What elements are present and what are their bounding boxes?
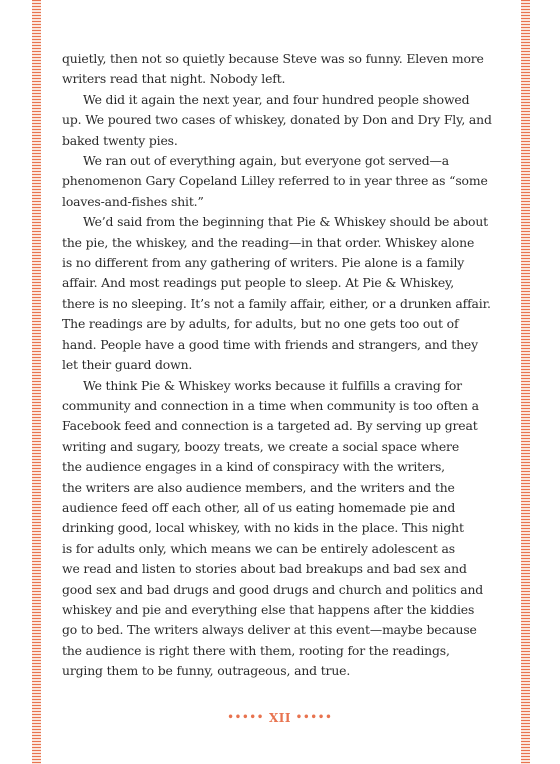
text-line: hand. People have a good time with friends and strangers, and they bbox=[62, 336, 478, 352]
text-line: the audience engages in a kind of conspiracy with the writers, bbox=[62, 459, 445, 475]
text-line: community and connection in a time when community is too often a bbox=[62, 397, 479, 413]
text-line: writing and sugary, boozy treats, we create a social space where bbox=[62, 438, 459, 454]
folio-ornament-right: ••••• bbox=[295, 712, 333, 723]
text-line: drinking good, local whiskey, with no kids in the place. This night bbox=[62, 520, 464, 536]
paragraph bbox=[62, 376, 512, 682]
text-line: the audience is right there with them, rooting for the readings, bbox=[62, 642, 450, 658]
text-line: up. We poured two cases of whiskey, donated by Don and Dry Fly, and bbox=[62, 112, 492, 128]
text-line: audience feed off each other, all of us eating homemade pie and bbox=[62, 499, 456, 515]
text-line: affair. And most readings put people to sleep. At Pie & Whiskey, bbox=[62, 275, 455, 291]
body-text bbox=[62, 49, 512, 682]
text-line: go to bed. The writers always deliver at this event—maybe because bbox=[62, 622, 477, 638]
text-line: The readings are by adults, for adults, but no one gets too out of bbox=[62, 316, 459, 332]
paragraph bbox=[62, 49, 512, 90]
text-line: We’d said from the beginning that Pie & Whiskey should be about bbox=[83, 214, 488, 230]
text-line: writers read that night. Nobody left. bbox=[62, 71, 286, 87]
text-line: the writers are also audience members, and the writers and the bbox=[62, 479, 455, 495]
text-line: good sex and bad drugs and good drugs and church and politics and bbox=[62, 581, 484, 597]
text-line: we read and listen to stories about bad breakups and bad sex and bbox=[62, 561, 467, 577]
text-line: whiskey and pie and everything else that happens after the kiddies bbox=[62, 601, 475, 617]
text-line: loaves-and-fishes shit.” bbox=[62, 193, 204, 209]
text-line: let their guard down. bbox=[62, 357, 193, 373]
text-line: phenomenon Gary Copeland Lilley referred to in year three as “some bbox=[62, 173, 488, 189]
text-line: is for adults only, which means we can be entirely adolescent as bbox=[62, 540, 455, 556]
page-folio bbox=[0, 711, 560, 725]
text-line: urging them to be funny, outrageous, and true. bbox=[62, 663, 351, 679]
text-line: Facebook feed and connection is a targeted ad. By serving up great bbox=[62, 418, 478, 434]
text-line: the pie, the whiskey, and the reading—in that order. Whiskey alone bbox=[62, 234, 475, 250]
paragraph bbox=[62, 212, 512, 375]
text-line: is no different from any gathering of writers. Pie alone is a family bbox=[62, 255, 465, 271]
text-line: We ran out of everything again, but everyone got served—a bbox=[83, 153, 450, 169]
page-number: XII bbox=[268, 711, 292, 725]
text-line: We think Pie & Whiskey works because it fulfills a craving for bbox=[83, 377, 462, 393]
text-line: baked twenty pies. bbox=[62, 132, 178, 148]
paragraph bbox=[62, 151, 512, 212]
text-line: We did it again the next year, and four hundred people showed bbox=[83, 91, 470, 107]
right-decorative-border bbox=[521, 0, 530, 764]
left-decorative-border bbox=[32, 0, 41, 764]
text-line: quietly, then not so quietly because Steve was so funny. Eleven more bbox=[62, 51, 484, 66]
paragraph bbox=[62, 90, 512, 151]
folio-ornament-left: ••••• bbox=[227, 712, 265, 723]
text-line: there is no sleeping. It’s not a family affair, either, or a drunken affair. bbox=[62, 295, 491, 311]
